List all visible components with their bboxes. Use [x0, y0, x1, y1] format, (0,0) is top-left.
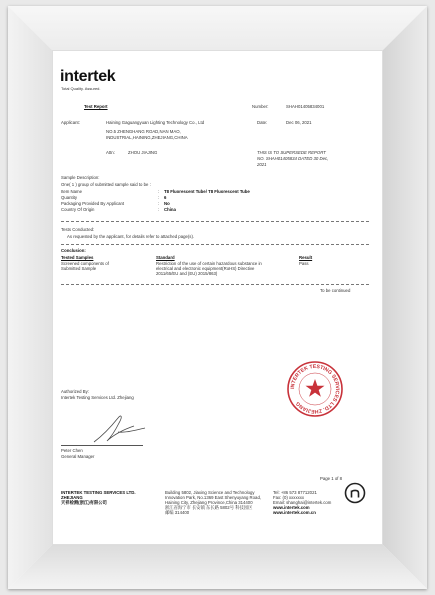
- footer-email: Email: shanghai@intertek.com: [273, 500, 332, 505]
- sample-heading: Sample Description:: [61, 175, 100, 180]
- standard-line-3: 2011/65/EU and (EU) 2015/863): [156, 271, 218, 276]
- tests-heading: Tests Conducted:: [61, 227, 95, 232]
- sample-row-label: Packaging Provided By Applicant: [61, 201, 125, 206]
- seal-text: INTERTEK TESTING SERVICES LTD. ZHEJIANG: [289, 363, 341, 415]
- signature-line: [61, 445, 143, 446]
- footer-tel: Tel: +86 573 87712021: [273, 490, 317, 495]
- footer-website: www.intertek.com: [273, 505, 310, 510]
- divider: [61, 284, 369, 285]
- to-be-continued: To be continued: [320, 288, 351, 293]
- mat-right-bevel: [383, 6, 427, 589]
- footer-company-line-3: 天祥检测(浙江)有限公司: [61, 500, 107, 505]
- report-number: SHAH01405834001: [286, 104, 325, 109]
- footer-address-line-1: Building 5802, Jiaxing Science and Technology: [165, 490, 255, 495]
- signatory-name: Peter Chen: [61, 448, 83, 453]
- sample-row-label: Country Of Origin: [61, 207, 95, 212]
- signatory-position: General Manager: [61, 454, 95, 459]
- intertek-n-badge-icon: [344, 482, 366, 504]
- report-date: Dec 06, 2021: [286, 120, 312, 125]
- applicant-name: Haining Gaguangyuan Lighting Technology Co., Ltd: [106, 120, 205, 125]
- report-title: Test Report: [84, 104, 108, 109]
- footer-company-line-2: ZHEJIANG: [61, 495, 83, 500]
- authorized-label: Authorized By:: [61, 389, 89, 394]
- column-tested-samples: Tested Samples: [61, 255, 94, 260]
- conclusion-heading: Conclusion:: [61, 248, 86, 253]
- sample-row-colon: :: [158, 195, 160, 200]
- page-number: Page 1 of 8: [320, 476, 342, 481]
- sample-line-1: Screened components of: [61, 261, 109, 266]
- supersede-line-2: NO. SHAH01405834 DATED 30 Dec,: [257, 156, 329, 161]
- footer-address-line-4: 浙江省海宁市 长安镇 东长路 5802号 科技园区: [165, 505, 253, 510]
- divider: [61, 244, 369, 245]
- divider: [61, 221, 369, 222]
- result-value: Pass: [299, 261, 309, 266]
- mat-left-bevel: [8, 6, 52, 589]
- sample-row-label: Quantity: [61, 195, 78, 200]
- footer-fax: Fax: (0) xxxxxxx: [273, 495, 305, 500]
- applicant-address-line-1: NO.5 ZHENGHANG ROAD,NAN MAO,: [106, 129, 181, 134]
- sample-row-value: China: [164, 207, 176, 212]
- mat-bottom-bevel: [8, 545, 427, 589]
- footer-address-line-3: Haining City, Zhejiang Province,China 314400: [165, 500, 253, 505]
- sample-row-value: No: [164, 201, 170, 206]
- authorized-company: Intertek Testing Services Ltd. Zhejiang: [61, 395, 134, 400]
- sample-row-colon: :: [158, 207, 160, 212]
- supersede-line-3: 2021: [257, 162, 267, 167]
- standard-line-2: electrical and electronic equipment(RoHS) Directive: [156, 266, 255, 271]
- sample-line-2: Submitted Sample: [61, 266, 97, 271]
- mat-top-bevel: [8, 6, 427, 50]
- column-result: Result: [299, 255, 313, 260]
- footer-website-cn: www.intertek.com.cn: [273, 510, 316, 515]
- certificate-document: [52, 50, 383, 545]
- sample-row-label: Item Name: [61, 189, 83, 194]
- attn-name: ZHOU JIAJING: [128, 150, 158, 155]
- standard-line-1: Restriction of the use of certain hazardous substance in: [156, 261, 262, 266]
- number-label: Number:: [252, 104, 269, 109]
- column-standard: Standard: [156, 255, 175, 260]
- tests-note: As requested by the applicant, for details refer to attached page(s).: [67, 234, 195, 239]
- intertek-logo: intertek: [60, 68, 116, 85]
- applicant-address-line-2: INDUSTRIAL,HAINING,ZHEJIANG,CHINA: [106, 135, 188, 140]
- company-seal-icon: [286, 360, 344, 418]
- logo-tagline: Total Quality. Assured.: [61, 86, 101, 91]
- sample-row-colon: :: [158, 189, 160, 194]
- footer-address-line-5: 邮编 314400: [165, 510, 190, 515]
- footer-company-line-1: INTERTEK TESTING SERVICES LTD.: [61, 490, 136, 495]
- sample-row-value: T8 Fluorescent Tube/ T8 Fluorescent Tube: [164, 189, 250, 194]
- date-label: Date:: [257, 120, 268, 125]
- footer-address-line-2: Innovation Park, No.1369 East Shenyuyang Road,: [165, 495, 262, 500]
- applicant-label: Applicant:: [61, 120, 80, 125]
- signature-image: [88, 408, 148, 448]
- supersede-line-1: THIS IS TO SUPERSEDE REPORT: [257, 150, 326, 155]
- sample-intro: One( 1 ) group of submitted sample said to be :: [61, 182, 151, 187]
- sample-row-value: 6: [164, 195, 167, 200]
- attn-label: Attn:: [106, 150, 115, 155]
- sample-row-colon: :: [158, 201, 160, 206]
